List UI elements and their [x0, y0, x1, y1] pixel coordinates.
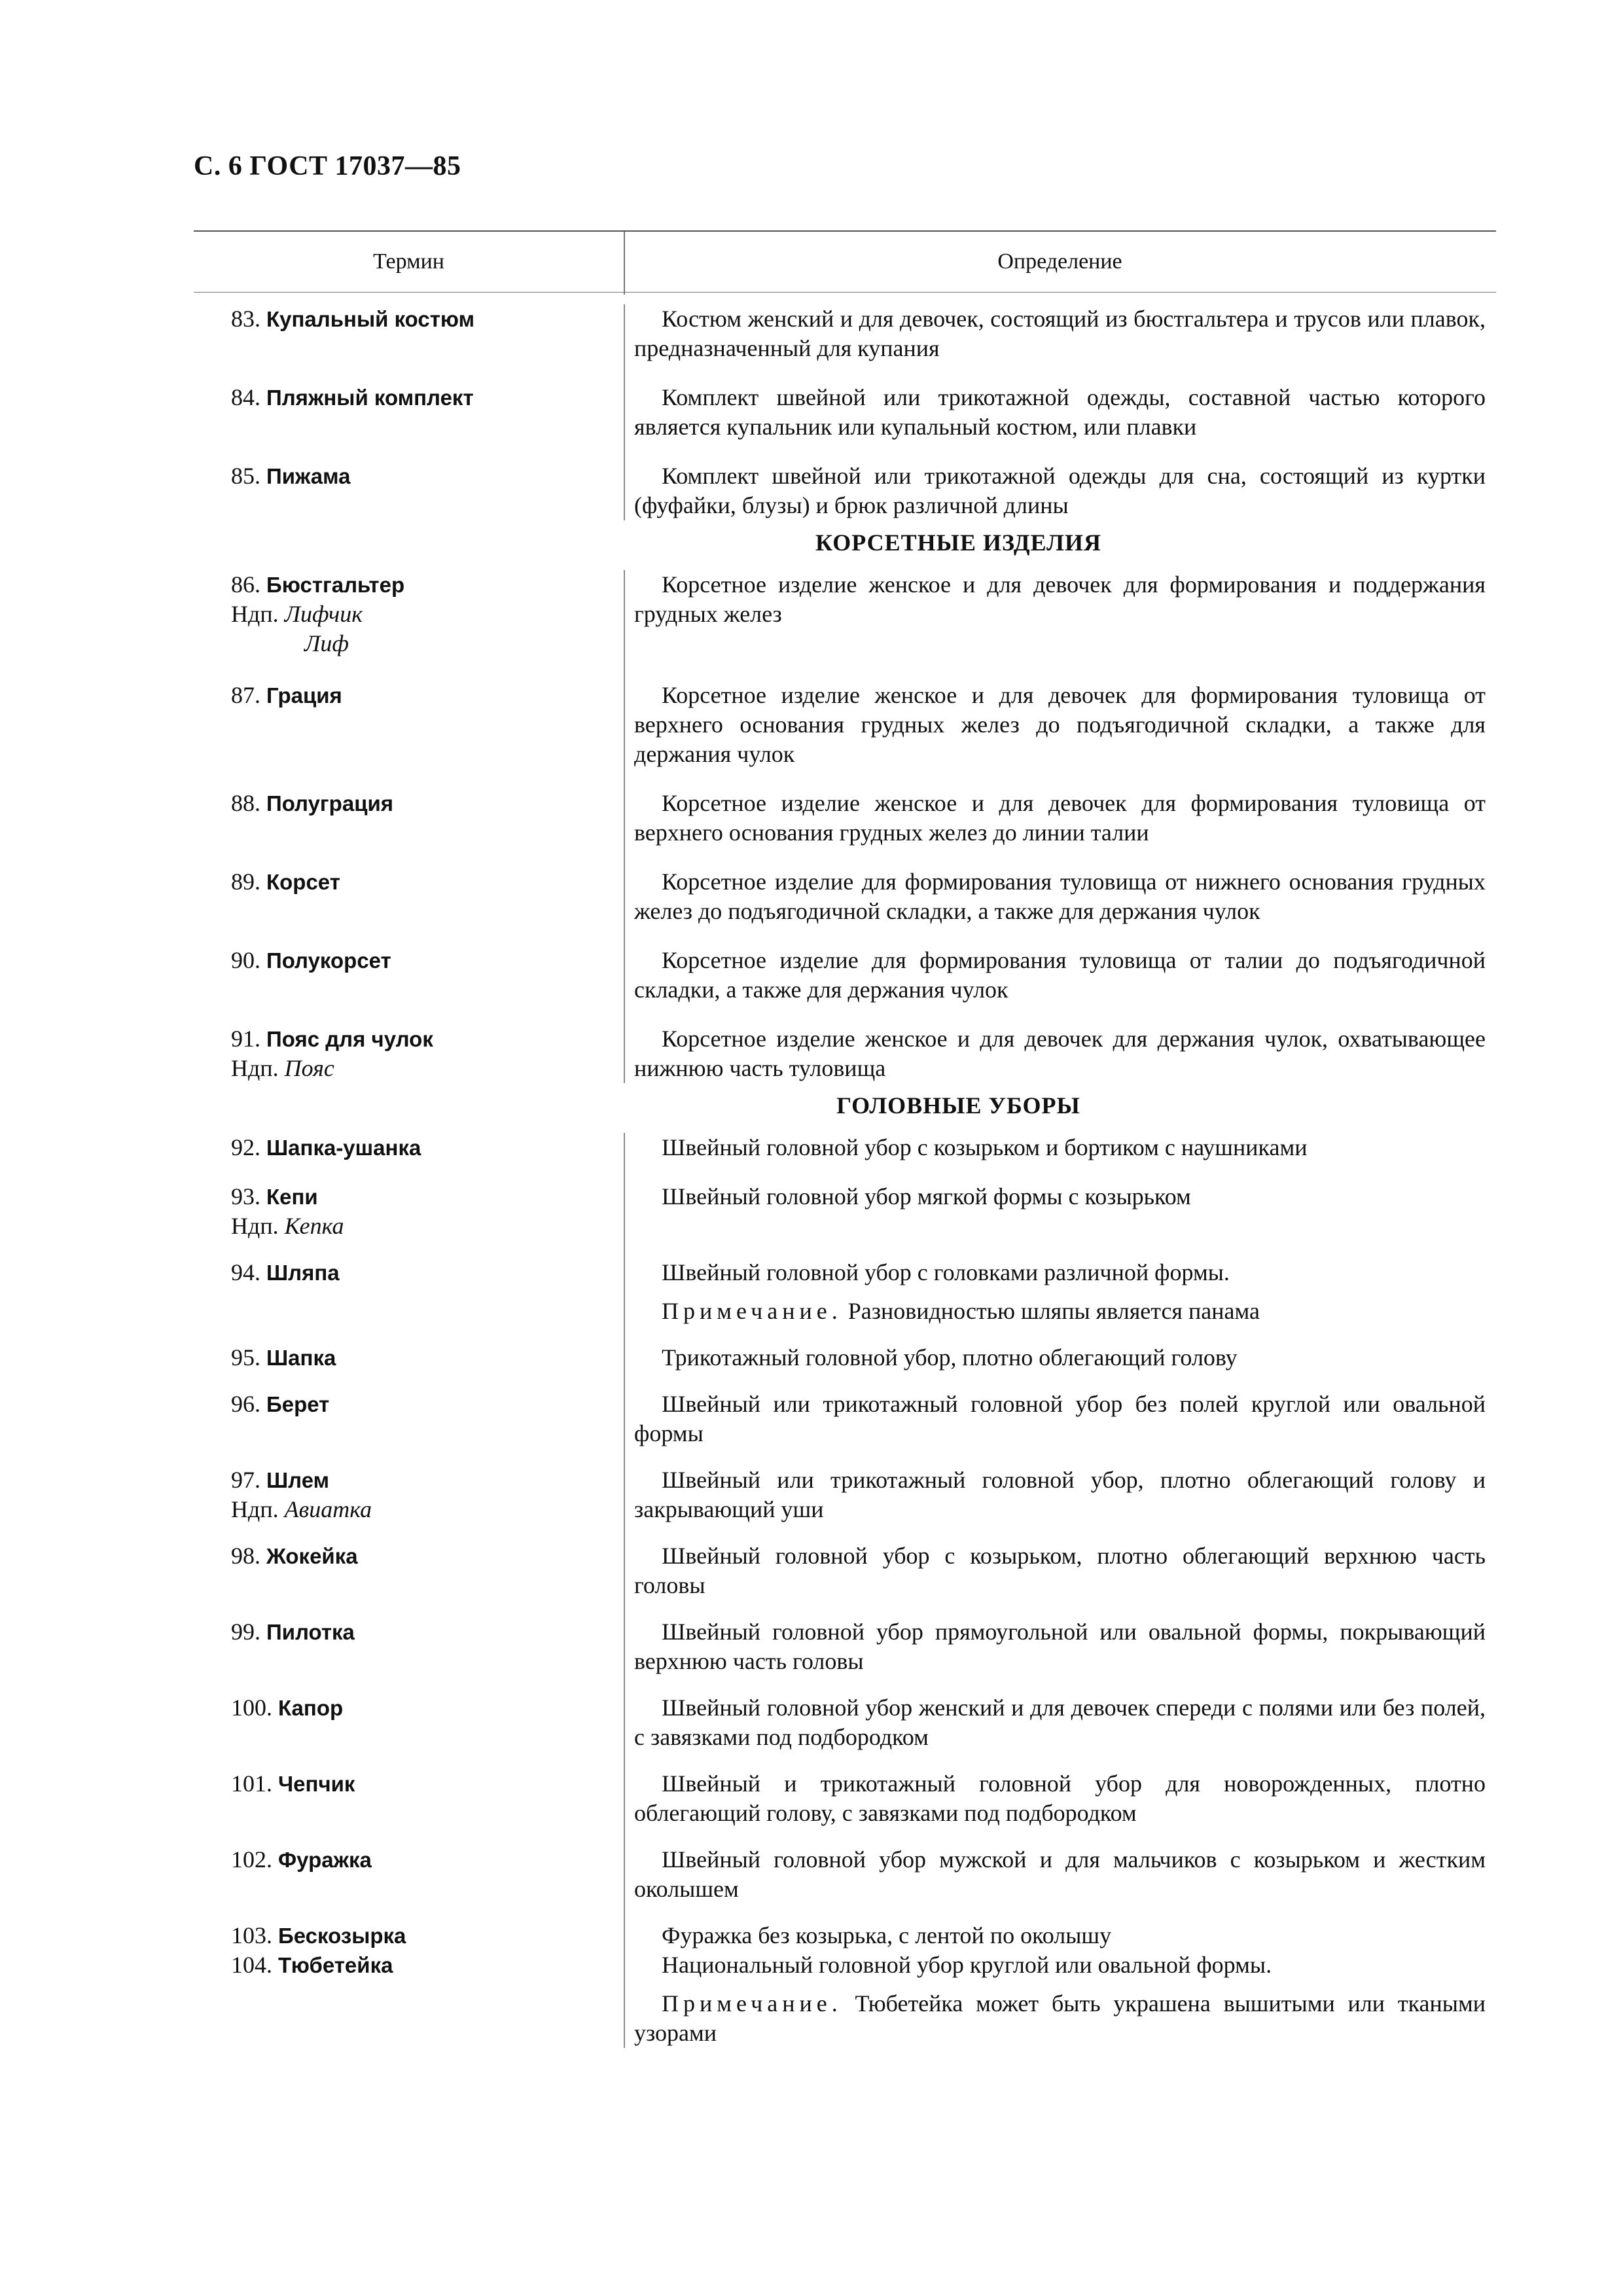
category-title: ГОЛОВНЫЕ УБОРЫ	[836, 1092, 1080, 1119]
term-cell	[194, 1845, 624, 1904]
term-cell	[194, 1133, 624, 1162]
definition-cell	[624, 1133, 1496, 1162]
definition-cell	[624, 1950, 1496, 2048]
term-name: Капор	[278, 1696, 344, 1720]
term-row	[194, 1343, 1496, 1372]
definition-text: Корсетное изделие для формирования туловища от нижнего основания грудных желез до подъягодичной складки, а также для держания чулок	[634, 869, 1486, 924]
definition-text: Костюм женский и для девочек, состоящий из бюстгальтера и трусов или плавок, предназначенный для купания	[634, 306, 1486, 361]
term-name: Бюстгальтер	[266, 573, 405, 597]
definition-cell	[624, 1258, 1496, 1326]
term-row	[194, 789, 1496, 848]
definition-text: Швейный головной убор с головками различной формы.	[662, 1259, 1230, 1285]
note-text: Тюбетейка может быть украшена вышитыми или ткаными узорами	[634, 1990, 1486, 2046]
category-title: КОРСЕТНЫЕ ИЗДЕЛИЯ	[815, 529, 1101, 556]
term-number: 85.	[231, 463, 260, 489]
term-row	[194, 1769, 1496, 1828]
term-row	[194, 681, 1496, 769]
definition-cell	[624, 383, 1496, 442]
term-row	[194, 1921, 1496, 1950]
term-name: Пояс для чулок	[266, 1027, 433, 1051]
definition-text: Комплект швейной или трикотажной одежды для сна, состоящий из куртки (фуфайки, блузы) и брюк различной длины	[634, 463, 1486, 518]
term-row	[194, 1950, 1496, 2048]
term-line	[231, 570, 624, 600]
deprecated-label: Ндп.	[231, 1055, 279, 1081]
note-label: Примечание.	[662, 1990, 842, 2017]
term-cell	[194, 1390, 624, 1448]
definition-text: Трикотажный головной убор, плотно облегающий голову	[662, 1344, 1238, 1371]
term-name: Полукорсет	[266, 948, 391, 973]
deprecated-label: Ндп.	[231, 601, 279, 627]
term-line	[231, 1950, 624, 1980]
term-line	[231, 1617, 624, 1647]
term-name: Пилотка	[266, 1620, 355, 1644]
definition-cell	[624, 304, 1496, 363]
term-line	[231, 1465, 624, 1495]
term-line	[231, 1769, 624, 1799]
terms-table	[194, 230, 1496, 2048]
definition-cell	[624, 1182, 1496, 1241]
definition-text: Швейный или трикотажный головной убор, плотно облегающий голову и закрывающий уши	[634, 1467, 1486, 1522]
term-row	[194, 304, 1496, 363]
term-cell	[194, 304, 624, 363]
definition-text: Фуражка без козырька, с лентой по околышу	[662, 1922, 1112, 1948]
column-divider	[624, 304, 625, 520]
definition-cell	[624, 1769, 1496, 1828]
deprecated-label: Ндп.	[231, 1213, 279, 1239]
term-cell	[194, 681, 624, 769]
term-name: Пляжный комплект	[266, 386, 474, 410]
term-line	[231, 789, 624, 818]
term-name: Бескозырка	[278, 1924, 406, 1948]
term-line	[231, 681, 624, 710]
definition-cell	[624, 1541, 1496, 1600]
definition-cell	[624, 789, 1496, 848]
term-row	[194, 1258, 1496, 1326]
term-line	[231, 1541, 624, 1571]
term-cell	[194, 1465, 624, 1524]
term-number: 100.	[231, 1695, 272, 1721]
term-row	[194, 867, 1496, 926]
section-block	[194, 304, 1496, 520]
term-cell	[194, 383, 624, 442]
term-cell	[194, 789, 624, 848]
term-name: Шлем	[266, 1468, 330, 1492]
term-name: Шапка-ушанка	[266, 1136, 421, 1160]
term-row	[194, 1024, 1496, 1083]
column-divider	[624, 1133, 625, 2048]
definition-cell	[624, 1693, 1496, 1752]
definition-text: Швейный или трикотажный головной убор без полей круглой или овальной формы	[634, 1391, 1486, 1446]
term-line	[231, 1133, 624, 1162]
term-name: Шляпа	[266, 1261, 340, 1285]
term-cell	[194, 570, 624, 658]
page-header: С. 6 ГОСТ 17037—85	[194, 151, 461, 181]
term-row	[194, 1465, 1496, 1524]
definition-text: Швейный головной убор мягкой формы с козырьком	[662, 1183, 1191, 1210]
term-cell	[194, 1921, 624, 1950]
deprecated-label: Ндп.	[231, 1496, 279, 1522]
definition-cell	[624, 1845, 1496, 1904]
definition-cell	[624, 1343, 1496, 1372]
term-cell	[194, 1769, 624, 1828]
term-cell	[194, 1541, 624, 1600]
term-name: Фуражка	[278, 1848, 372, 1872]
term-name: Полуграция	[266, 791, 394, 816]
definition-cell	[624, 1024, 1496, 1083]
deprecated-value: Авиатка	[284, 1496, 372, 1522]
term-line	[231, 946, 624, 975]
term-cell	[194, 461, 624, 520]
table-header-row	[194, 232, 1496, 292]
term-number: 101.	[231, 1770, 272, 1797]
definition-cell	[624, 461, 1496, 520]
term-line	[231, 1845, 624, 1874]
term-line	[231, 1390, 624, 1419]
definition-text: Корсетное изделие женское и для девочек для формирования туловища от верхнего основания грудных желез до подъягодичной складки, а также для держания чулок	[634, 682, 1486, 767]
definition-text: Швейный головной убор женский и для девочек спереди с полями или без полей, с завязками под подбородком	[634, 1695, 1486, 1750]
definition-text: Швейный головной убор мужской и для мальчиков с козырьком и жестким околышем	[634, 1846, 1486, 1902]
term-number: 103.	[231, 1922, 272, 1948]
term-line	[231, 1024, 624, 1054]
term-number: 99.	[231, 1619, 260, 1645]
term-line	[231, 1343, 624, 1372]
deprecated-term	[231, 1211, 624, 1241]
term-number: 89.	[231, 869, 260, 895]
definition-text: Комплект швейной или трикотажной одежды, составной частью которого является купальник или купальный костюм, или плавки	[634, 384, 1486, 440]
term-line	[231, 1693, 624, 1723]
term-name: Тюбетейка	[278, 1953, 393, 1977]
deprecated-term	[231, 1495, 624, 1524]
definition-cell	[624, 1390, 1496, 1448]
term-cell	[194, 1024, 624, 1083]
term-number: 97.	[231, 1467, 260, 1493]
definition-text: Корсетное изделие для формирования туловища от талии до подъягодичной складки, а также для держания чулок	[634, 947, 1486, 1003]
term-row	[194, 1845, 1496, 1904]
term-number: 95.	[231, 1344, 260, 1371]
term-row	[194, 946, 1496, 1005]
definition-text: Национальный головной убор круглой или овальной формы.	[662, 1952, 1272, 1978]
term-name: Жокейка	[266, 1544, 358, 1568]
term-number: 86.	[231, 571, 260, 598]
term-row	[194, 1390, 1496, 1448]
definition-text: Швейный головной убор прямоугольной или овальной формы, покрывающий верхнюю часть головы	[634, 1619, 1486, 1674]
term-line	[231, 867, 624, 897]
deprecated-term	[231, 1054, 624, 1083]
term-number: 87.	[231, 682, 260, 708]
header-column-divider	[624, 232, 625, 295]
column-divider	[624, 570, 625, 1083]
table-body	[194, 293, 1496, 2048]
term-name: Пижама	[266, 464, 351, 488]
term-line	[231, 1182, 624, 1211]
definition-text: Корсетное изделие женское и для девочек для формирования туловища от верхнего основания грудных желез до линии талии	[634, 790, 1486, 846]
term-number: 91.	[231, 1026, 260, 1052]
section-block	[194, 570, 1496, 1083]
definition-text: Корсетное изделие женское и для девочек для формирования и поддержания грудных желез	[634, 571, 1486, 627]
deprecated-value: Лифчик	[284, 601, 363, 627]
column-header-definition: Определение	[997, 249, 1122, 274]
note-label: Примечание.	[662, 1298, 842, 1324]
deprecated-value: Кепка	[284, 1213, 344, 1239]
term-number: 90.	[231, 947, 260, 973]
term-cell	[194, 946, 624, 1005]
deprecated-value: Пояс	[284, 1055, 334, 1081]
term-name: Шапка	[266, 1346, 336, 1370]
term-number: 88.	[231, 790, 260, 816]
term-line	[231, 461, 624, 491]
definition-text: Корсетное изделие женское и для девочек для держания чулок, охватывающее нижнюю часть туловища	[634, 1026, 1486, 1081]
term-cell	[194, 1617, 624, 1676]
term-name: Купальный костюм	[266, 307, 475, 331]
term-cell	[194, 1343, 624, 1372]
term-number: 96.	[231, 1391, 260, 1417]
term-row	[194, 570, 1496, 658]
definition-cell	[624, 1921, 1496, 1950]
term-number: 83.	[231, 306, 260, 332]
term-number: 104.	[231, 1952, 272, 1978]
section-block	[194, 1133, 1496, 2048]
definition-text: Швейный головной убор с козырьком, плотно облегающий верхнюю часть головы	[634, 1543, 1486, 1598]
term-number: 92.	[231, 1134, 260, 1160]
definition-note	[634, 1297, 1486, 1326]
term-row	[194, 1617, 1496, 1676]
category-heading	[194, 520, 1496, 570]
term-number: 98.	[231, 1543, 260, 1569]
definition-text: Швейный и трикотажный головной убор для новорожденных, плотно облегающий голову, с завязками под подбородком	[634, 1770, 1486, 1826]
definition-cell	[624, 570, 1496, 658]
term-name: Грация	[266, 683, 342, 708]
definition-text: Швейный головной убор с козырьком и бортиком с наушниками	[662, 1134, 1308, 1160]
term-cell	[194, 1182, 624, 1241]
column-header-term: Термин	[373, 249, 444, 274]
term-cell	[194, 1258, 624, 1326]
term-cell	[194, 1950, 624, 2048]
term-number: 94.	[231, 1259, 260, 1285]
definition-cell	[624, 946, 1496, 1005]
term-row	[194, 1133, 1496, 1162]
definition-cell	[624, 1465, 1496, 1524]
term-number: 93.	[231, 1183, 260, 1210]
definition-note	[634, 1989, 1486, 2048]
term-row	[194, 383, 1496, 442]
term-number: 84.	[231, 384, 260, 410]
term-name: Корсет	[266, 870, 340, 894]
term-line	[231, 1258, 624, 1287]
term-name: Кепи	[266, 1185, 318, 1209]
note-text: Разновидностью шляпы является панама	[847, 1298, 1260, 1324]
term-line	[231, 383, 624, 412]
term-line	[231, 304, 624, 334]
term-line	[231, 1921, 624, 1950]
term-name: Чепчик	[278, 1772, 355, 1796]
term-row	[194, 1541, 1496, 1600]
term-row	[194, 1693, 1496, 1752]
term-number: 102.	[231, 1846, 272, 1873]
term-cell	[194, 1693, 624, 1752]
term-row	[194, 1182, 1496, 1241]
term-cell	[194, 867, 624, 926]
definition-cell	[624, 681, 1496, 769]
deprecated-term	[231, 600, 624, 629]
term-name: Берет	[266, 1392, 330, 1416]
deprecated-value-extra: Лиф	[304, 630, 349, 656]
definition-cell	[624, 1617, 1496, 1676]
term-row	[194, 461, 1496, 520]
definition-cell	[624, 867, 1496, 926]
category-heading	[194, 1083, 1496, 1133]
